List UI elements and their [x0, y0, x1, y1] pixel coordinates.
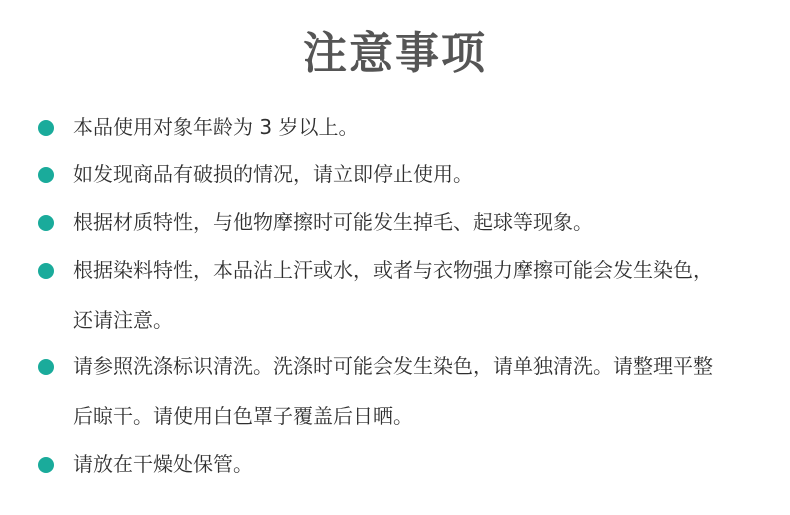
bullet-dot-icon	[38, 457, 54, 473]
bullet-dot-icon	[38, 359, 54, 375]
page-title: 注意事项	[303, 28, 487, 79]
notice-text: 请放在干燥处保管。	[73, 452, 253, 476]
notice-text: 根据染料特性，本品沾上汗或水，或者与衣物强力摩擦可能会发生染色，	[73, 258, 713, 282]
notice-text: 根据材质特性，与他物摩擦时可能发生掉毛、起球等现象。	[73, 210, 593, 234]
bullet-dot-icon	[38, 120, 54, 136]
bullet-dot-icon	[38, 167, 54, 183]
bullet-dot-icon	[38, 263, 54, 279]
bullet-dot-icon	[38, 215, 54, 231]
notice-text-continued: 还请注意。	[73, 308, 173, 332]
notice-text: 请参照洗涤标识清洗。洗涤时可能会发生染色，请单独清洗。请整理平整	[73, 354, 713, 378]
notice-text: 如发现商品有破损的情况，请立即停止使用。	[73, 162, 473, 186]
notice-text: 本品使用对象年龄为 3 岁以上。	[73, 115, 359, 139]
notice-text-continued: 后晾干。请使用白色罩子覆盖后日晒。	[73, 404, 413, 428]
